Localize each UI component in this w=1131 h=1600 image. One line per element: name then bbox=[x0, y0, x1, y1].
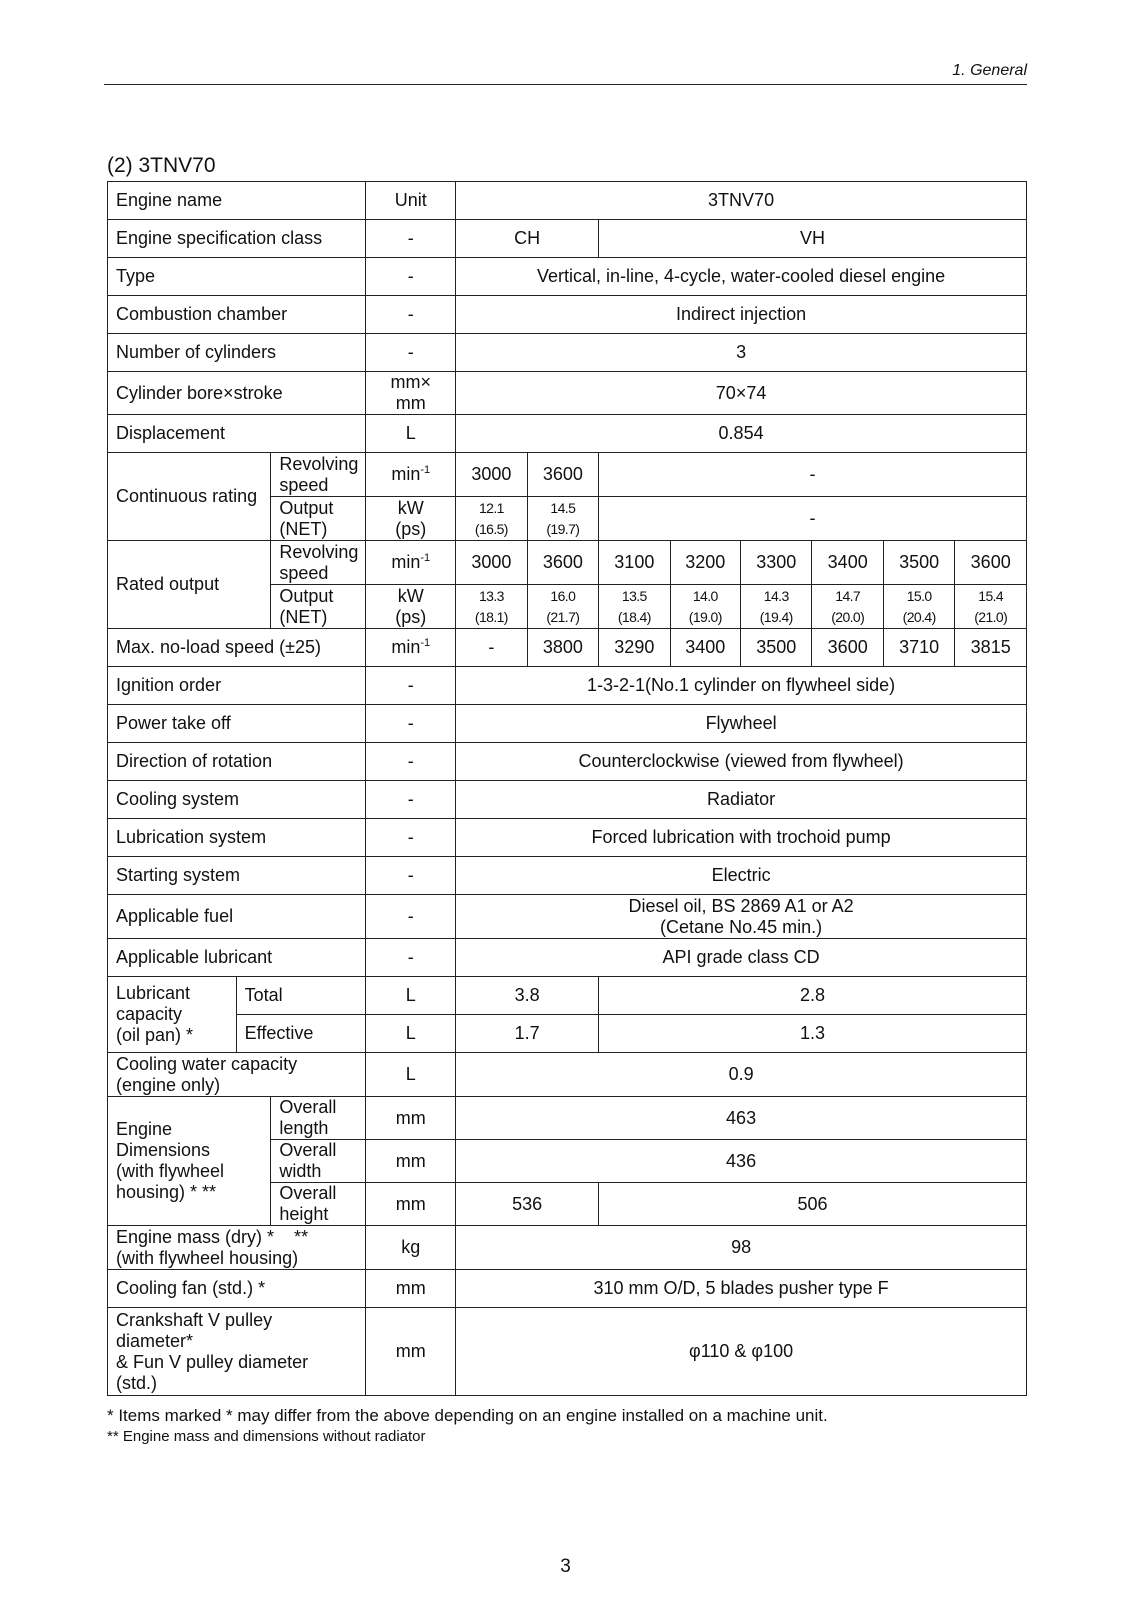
unit-cell: kg bbox=[366, 1226, 456, 1270]
value-cell: 536 bbox=[456, 1183, 599, 1226]
sublabel-cell: Output (NET) bbox=[271, 585, 366, 629]
unit-cell: - bbox=[366, 895, 456, 939]
label-cell: Ignition order bbox=[108, 667, 366, 705]
table-row bbox=[108, 1226, 1027, 1270]
value-cell: Diesel oil, BS 2869 A1 or A2 (Cetane No.45 min.) bbox=[456, 895, 1027, 939]
unit-cell: L bbox=[366, 1015, 456, 1053]
table-row bbox=[108, 182, 1027, 220]
footnote-items-marked: * Items marked * may differ from the above depending on an engine installed on a machine unit. bbox=[107, 1406, 828, 1425]
unit-cell: mm bbox=[366, 1140, 456, 1183]
group-label-cell: Engine Dimensions (with flywheel housing) * ** bbox=[108, 1097, 271, 1226]
unit-cell: kW (ps) bbox=[366, 585, 456, 629]
section-title: (2) 3TNV70 bbox=[107, 154, 216, 177]
value-cell: 70×74 bbox=[456, 372, 1027, 415]
value-cell: 3600 bbox=[812, 629, 883, 667]
sublabel-cell: Revolving speed bbox=[271, 453, 366, 497]
value-cell: - bbox=[599, 497, 1027, 541]
value-cell: CH bbox=[456, 220, 599, 258]
unit-cell: - bbox=[366, 781, 456, 819]
value-cell: 3300 bbox=[741, 541, 812, 585]
group-label-cell: Lubricant capacity (oil pan) * bbox=[108, 977, 237, 1053]
sublabel-cell: Total bbox=[236, 977, 366, 1015]
value-cell: 3000 bbox=[456, 453, 527, 497]
sublabel-cell: Overall width bbox=[271, 1140, 366, 1183]
unit-cell: mm bbox=[366, 1097, 456, 1140]
table-row bbox=[108, 939, 1027, 977]
table-row bbox=[108, 781, 1027, 819]
value-cell: 14.5 (19.7) bbox=[527, 497, 598, 541]
table-row bbox=[108, 705, 1027, 743]
value-cell: 3815 bbox=[955, 629, 1027, 667]
table-row bbox=[108, 296, 1027, 334]
unit-cell: - bbox=[366, 296, 456, 334]
value-cell: 1.7 bbox=[456, 1015, 599, 1053]
table-row bbox=[108, 220, 1027, 258]
unit-cell: $\min^{-1}$ bbox=[366, 453, 456, 497]
table-row bbox=[108, 541, 1027, 585]
value-cell: 3100 bbox=[599, 541, 670, 585]
unit-cell: $\min^{-1}$ bbox=[366, 629, 456, 667]
label-cell: Applicable fuel bbox=[108, 895, 366, 939]
value-cell: 3400 bbox=[812, 541, 883, 585]
value-cell: 3600 bbox=[527, 541, 598, 585]
unit-cell: - bbox=[366, 258, 456, 296]
value-cell: 16.0 (21.7) bbox=[527, 585, 598, 629]
value-cell: 15.0 (20.4) bbox=[883, 585, 954, 629]
sublabel-cell: Effective bbox=[236, 1015, 366, 1053]
table-row bbox=[108, 629, 1027, 667]
page-number: 3 bbox=[560, 1556, 571, 1577]
label-cell: Lubrication system bbox=[108, 819, 366, 857]
value-cell: 14.7 (20.0) bbox=[812, 585, 883, 629]
unit-cell: mm bbox=[366, 1270, 456, 1308]
label-cell: Cooling fan (std.) * bbox=[108, 1270, 366, 1308]
table-row bbox=[108, 977, 1027, 1015]
unit-cell: L bbox=[366, 1053, 456, 1097]
value-cell: 3 bbox=[456, 334, 1027, 372]
value-cell: Vertical, in-line, 4-cycle, water-cooled diesel engine bbox=[456, 258, 1027, 296]
unit-cell: - bbox=[366, 939, 456, 977]
label-cell: Crankshaft V pulley diameter* & Fun V pulley diameter (std.) bbox=[108, 1308, 366, 1396]
label-cell: Engine mass (dry) * ** (with flywheel housing) bbox=[108, 1226, 366, 1270]
table-row bbox=[108, 1097, 1027, 1140]
sublabel-cell: Overall height bbox=[271, 1183, 366, 1226]
value-cell: 3600 bbox=[955, 541, 1027, 585]
unit-cell: - bbox=[366, 667, 456, 705]
unit-cell: - bbox=[366, 705, 456, 743]
unit-cell: mm bbox=[366, 1183, 456, 1226]
label-cell: Type bbox=[108, 258, 366, 296]
value-cell: 12.1 (16.5) bbox=[456, 497, 527, 541]
value-cell: Indirect injection bbox=[456, 296, 1027, 334]
unit-cell: L bbox=[366, 415, 456, 453]
label-cell: Engine name bbox=[108, 182, 366, 220]
label-cell: Direction of rotation bbox=[108, 743, 366, 781]
label-cell: Cylinder bore×stroke bbox=[108, 372, 366, 415]
section-header: 1. General bbox=[952, 62, 1027, 79]
footnote-mass-dimensions: ** Engine mass and dimensions without radiator bbox=[107, 1428, 426, 1445]
unit-cell: Unit bbox=[366, 182, 456, 220]
table-row bbox=[108, 819, 1027, 857]
label-cell: Cooling system bbox=[108, 781, 366, 819]
unit-cell: - bbox=[366, 220, 456, 258]
table-row bbox=[108, 895, 1027, 939]
table-row bbox=[108, 1053, 1027, 1097]
value-cell: 0.854 bbox=[456, 415, 1027, 453]
unit-cell: - bbox=[366, 857, 456, 895]
table-row bbox=[108, 743, 1027, 781]
table-row bbox=[108, 1308, 1027, 1396]
label-cell: Engine specification class bbox=[108, 220, 366, 258]
value-cell: 1.3 bbox=[599, 1015, 1027, 1053]
value-cell: 3600 bbox=[527, 453, 598, 497]
value-cell: 436 bbox=[456, 1140, 1027, 1183]
value-cell: φ110 & φ100 bbox=[456, 1308, 1027, 1396]
value-cell: 3400 bbox=[670, 629, 740, 667]
table-row bbox=[108, 372, 1027, 415]
table-row bbox=[108, 453, 1027, 497]
value-cell: - bbox=[456, 629, 527, 667]
unit-cell: - bbox=[366, 743, 456, 781]
value-cell: Flywheel bbox=[456, 705, 1027, 743]
value-cell: 3200 bbox=[670, 541, 740, 585]
group-label-cell: Continuous rating bbox=[108, 453, 271, 541]
label-cell: Number of cylinders bbox=[108, 334, 366, 372]
table-row bbox=[108, 258, 1027, 296]
value-cell: 3710 bbox=[883, 629, 954, 667]
value-cell: 3TNV70 bbox=[456, 182, 1027, 220]
value-cell: 2.8 bbox=[599, 977, 1027, 1015]
value-cell: Forced lubrication with trochoid pump bbox=[456, 819, 1027, 857]
header-rule bbox=[104, 84, 1027, 85]
unit-cell: - bbox=[366, 334, 456, 372]
value-cell: 3290 bbox=[599, 629, 670, 667]
sublabel-cell: Output (NET) bbox=[271, 497, 366, 541]
unit-cell: mm× mm bbox=[366, 372, 456, 415]
value-cell: 1-3-2-1(No.1 cylinder on flywheel side) bbox=[456, 667, 1027, 705]
unit-cell: L bbox=[366, 977, 456, 1015]
unit-cell: $\min^{-1}$ bbox=[366, 541, 456, 585]
value-cell: 13.3 (18.1) bbox=[456, 585, 527, 629]
value-cell: 98 bbox=[456, 1226, 1027, 1270]
value-cell: Counterclockwise (viewed from flywheel) bbox=[456, 743, 1027, 781]
group-label-cell: Rated output bbox=[108, 541, 271, 629]
value-cell: 3500 bbox=[741, 629, 812, 667]
unit-cell: kW (ps) bbox=[366, 497, 456, 541]
value-cell: 3.8 bbox=[456, 977, 599, 1015]
value-cell: VH bbox=[599, 220, 1027, 258]
spec-table bbox=[107, 181, 1027, 1396]
table-row bbox=[108, 1270, 1027, 1308]
table-row bbox=[108, 667, 1027, 705]
value-cell: 14.3 (19.4) bbox=[741, 585, 812, 629]
table-row bbox=[108, 415, 1027, 453]
value-cell: 463 bbox=[456, 1097, 1027, 1140]
value-cell: Radiator bbox=[456, 781, 1027, 819]
label-cell: Max. no-load speed (±25) bbox=[108, 629, 366, 667]
label-cell: Starting system bbox=[108, 857, 366, 895]
value-cell: 3000 bbox=[456, 541, 527, 585]
label-cell: Cooling water capacity (engine only) bbox=[108, 1053, 366, 1097]
table-row bbox=[108, 1015, 1027, 1053]
sublabel-cell: Revolving speed bbox=[271, 541, 366, 585]
label-cell: Applicable lubricant bbox=[108, 939, 366, 977]
value-cell: 506 bbox=[599, 1183, 1027, 1226]
table-row bbox=[108, 334, 1027, 372]
value-cell: 3500 bbox=[883, 541, 954, 585]
value-cell: 3800 bbox=[527, 629, 598, 667]
value-cell: 310 mm O/D, 5 blades pusher type F bbox=[456, 1270, 1027, 1308]
table-row bbox=[108, 857, 1027, 895]
value-cell: 13.5 (18.4) bbox=[599, 585, 670, 629]
value-cell: Electric bbox=[456, 857, 1027, 895]
value-cell: 0.9 bbox=[456, 1053, 1027, 1097]
label-cell: Power take off bbox=[108, 705, 366, 743]
value-cell: 14.0 (19.0) bbox=[670, 585, 740, 629]
unit-cell: mm bbox=[366, 1308, 456, 1396]
sublabel-cell: Overall length bbox=[271, 1097, 366, 1140]
value-cell: - bbox=[599, 453, 1027, 497]
label-cell: Combustion chamber bbox=[108, 296, 366, 334]
unit-cell: - bbox=[366, 819, 456, 857]
value-cell: 15.4 (21.0) bbox=[955, 585, 1027, 629]
label-cell: Displacement bbox=[108, 415, 366, 453]
value-cell: API grade class CD bbox=[456, 939, 1027, 977]
